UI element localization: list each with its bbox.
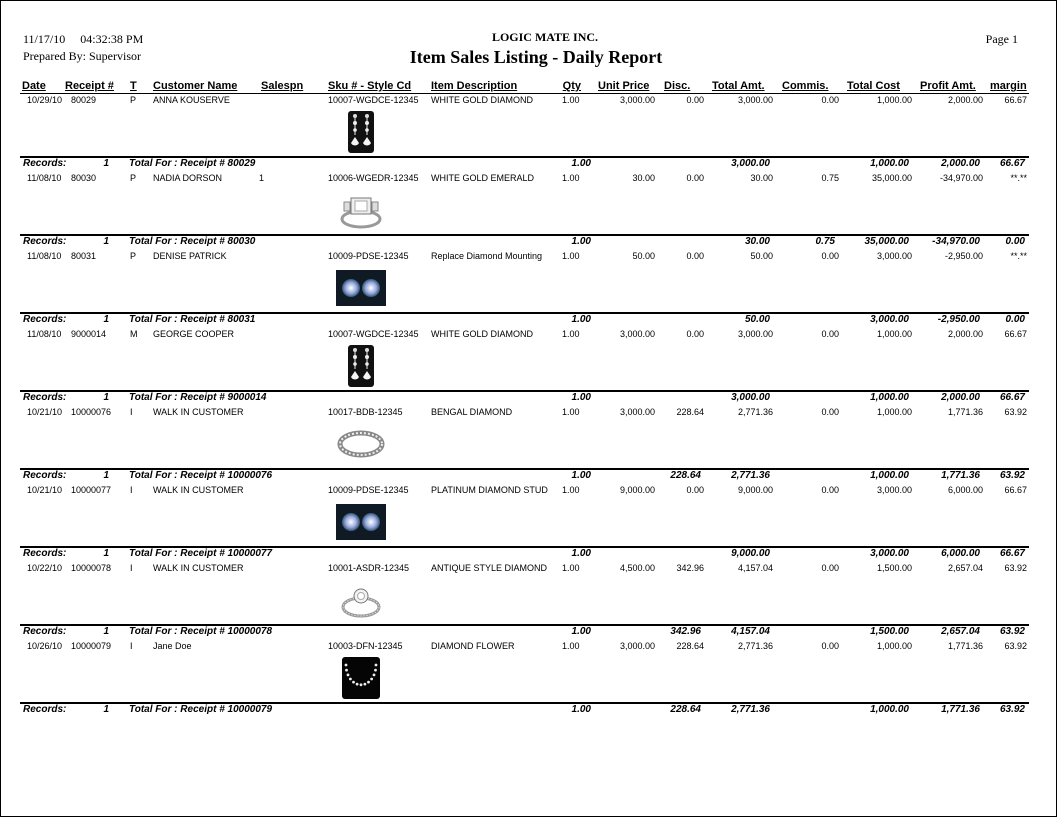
- item-margin: **.**: [1010, 251, 1027, 261]
- item-total-amt: 50.00: [750, 251, 773, 261]
- item-customer: GEORGE COOPER: [153, 329, 235, 339]
- item-total-amt: 30.00: [750, 173, 773, 183]
- total-profit: 1,771.36: [941, 704, 980, 715]
- item-customer: WALK IN CUSTOMER: [153, 407, 244, 417]
- item-total-cost: 1,000.00: [876, 407, 912, 417]
- total-qty: 1.00: [571, 626, 591, 637]
- item-commis: 0.00: [821, 329, 839, 339]
- ring-antique-icon: [336, 579, 386, 621]
- total-profit: 6,000.00: [941, 548, 980, 559]
- item-qty: 1.00: [562, 251, 580, 261]
- total-records-count: 1: [103, 236, 109, 247]
- item-type: I: [130, 641, 133, 651]
- report-datetime: [23, 32, 143, 47]
- item-qty: 1.00: [562, 563, 580, 573]
- total-records-label: Records:: [23, 158, 67, 169]
- item-type: M: [130, 329, 138, 339]
- item-total-amt: 9,000.00: [737, 485, 773, 495]
- total-receipt-label: Total For : Receipt # 80031: [129, 314, 256, 325]
- item-date: 10/22/10: [27, 563, 63, 573]
- item-disc: 0.00: [686, 329, 704, 339]
- total-total-cost: 1,000.00: [870, 704, 909, 715]
- item-total-cost: 3,000.00: [876, 485, 912, 495]
- item-sku: 10017-BDB-12345: [328, 407, 403, 417]
- header-rule: [20, 93, 1029, 94]
- item-margin: 63.92: [1004, 407, 1027, 417]
- item-unit-price: 3,000.00: [619, 407, 655, 417]
- total-qty: 1.00: [571, 314, 591, 325]
- item-disc: 0.00: [686, 251, 704, 261]
- total-records-label: Records:: [23, 236, 67, 247]
- item-customer: Jane Doe: [153, 641, 192, 651]
- record-separator: [20, 468, 1029, 470]
- total-receipt-label: Total For : Receipt # 10000078: [129, 626, 273, 637]
- col-header-disc: Disc.: [664, 80, 691, 92]
- item-receipt: 80030: [71, 173, 97, 183]
- item-sku: 10001-ASDR-12345: [328, 563, 410, 573]
- item-disc: 228.64: [676, 407, 704, 417]
- item-profit: 2,657.04: [947, 563, 983, 573]
- item-total-amt: 3,000.00: [737, 95, 773, 105]
- total-total-amt: 2,771.36: [731, 470, 770, 481]
- item-unit-price: 4,500.00: [619, 563, 655, 573]
- earrings-drop-icon: [336, 111, 386, 153]
- item-date: 11/08/10: [27, 251, 62, 261]
- item-unit-price: 3,000.00: [619, 641, 655, 651]
- total-records-count: 1: [103, 626, 109, 637]
- record-separator: [20, 546, 1029, 548]
- total-profit: 2,657.04: [941, 626, 980, 637]
- total-records-label: Records:: [23, 548, 67, 559]
- item-receipt: 80031: [71, 251, 97, 261]
- item-unit-price: 30.00: [632, 173, 655, 183]
- total-records-label: Records:: [23, 626, 67, 637]
- item-profit: 2,000.00: [947, 95, 983, 105]
- col-header-profit: Profit Amt.: [920, 80, 976, 92]
- total-records-count: 1: [103, 704, 109, 715]
- necklace-icon: [336, 657, 386, 699]
- record-separator: [20, 156, 1029, 158]
- total-profit: -2,950.00: [937, 314, 980, 325]
- item-commis: 0.00: [821, 641, 839, 651]
- total-records-count: 1: [103, 548, 109, 559]
- report-title: Item Sales Listing - Daily Report: [409, 47, 663, 67]
- record-separator: [20, 312, 1029, 314]
- total-margin: 66.67: [999, 548, 1025, 559]
- stud-earrings-icon: [336, 267, 386, 309]
- item-description: Replace Diamond Mounting: [431, 251, 543, 261]
- total-total-amt: 30.00: [744, 236, 770, 247]
- item-sku: 10003-DFN-12345: [328, 641, 403, 651]
- col-header-type: T: [130, 80, 137, 92]
- total-margin: 66.67: [999, 158, 1025, 169]
- item-date: 10/29/10: [27, 95, 63, 105]
- item-type: I: [130, 485, 133, 495]
- item-unit-price: 3,000.00: [619, 329, 655, 339]
- item-margin: **.**: [1010, 173, 1027, 183]
- item-description: ANTIQUE STYLE DIAMOND: [431, 563, 548, 573]
- bangle-icon: [336, 423, 386, 465]
- total-margin: 0.00: [1005, 314, 1025, 325]
- total-receipt-label: Total For : Receipt # 10000079: [129, 704, 273, 715]
- item-description: WHITE GOLD EMERALD: [431, 173, 535, 183]
- item-type: P: [130, 251, 137, 261]
- item-type: P: [130, 173, 137, 183]
- total-total-amt: 4,157.04: [731, 626, 770, 637]
- col-header-commis: Commis.: [782, 80, 829, 92]
- record-separator: [20, 702, 1029, 704]
- total-total-cost: 35,000.00: [864, 236, 909, 247]
- item-date: 11/08/10: [27, 173, 62, 183]
- item-margin: 66.67: [1004, 329, 1027, 339]
- item-receipt: 10000077: [71, 485, 112, 495]
- earrings-drop-icon: [336, 345, 386, 387]
- total-total-amt: 50.00: [744, 314, 770, 325]
- total-disc: 342.96: [670, 626, 701, 637]
- report-date: 11/17/10: [23, 32, 66, 46]
- item-commis: 0.75: [821, 173, 839, 183]
- item-total-cost: 1,500.00: [876, 563, 912, 573]
- col-header-margin: margin: [990, 80, 1027, 92]
- total-receipt-label: Total For : Receipt # 9000014: [129, 392, 267, 403]
- item-total-amt: 2,771.36: [737, 641, 773, 651]
- item-sku: 10006-WGEDR-12345: [328, 173, 419, 183]
- item-total-cost: 1,000.00: [876, 329, 912, 339]
- page-number: Page 1: [985, 32, 1018, 46]
- total-records-count: 1: [103, 392, 109, 403]
- item-total-cost: 3,000.00: [876, 251, 912, 261]
- item-date: 10/21/10: [27, 407, 63, 417]
- item-margin: 63.92: [1004, 563, 1027, 573]
- col-header-customer: Customer Name: [153, 80, 238, 92]
- item-customer: NADIA DORSON: [153, 173, 223, 183]
- item-profit: 6,000.00: [947, 485, 983, 495]
- total-profit: 1,771.36: [941, 470, 980, 481]
- item-profit: -2,950.00: [944, 251, 983, 261]
- item-total-cost: 35,000.00: [871, 173, 912, 183]
- prepared-by: Prepared By: Supervisor: [23, 49, 141, 63]
- total-total-cost: 3,000.00: [870, 548, 909, 559]
- item-customer: WALK IN CUSTOMER: [153, 485, 244, 495]
- record-separator: [20, 624, 1029, 626]
- item-disc: 0.00: [686, 485, 704, 495]
- item-customer: DENISE PATRICK: [153, 251, 227, 261]
- record-separator: [20, 234, 1029, 236]
- item-qty: 1.00: [562, 407, 580, 417]
- total-margin: 63.92: [999, 626, 1025, 637]
- total-total-cost: 1,500.00: [870, 626, 909, 637]
- total-margin: 66.67: [999, 392, 1025, 403]
- col-header-sku: Sku # - Style Cd: [328, 80, 412, 92]
- item-disc: 0.00: [686, 173, 704, 183]
- total-records-count: 1: [103, 158, 109, 169]
- item-sku: 10009-PDSE-12345: [328, 485, 409, 495]
- ring-emerald-icon: [336, 189, 386, 231]
- item-description: DIAMOND FLOWER: [431, 641, 515, 651]
- total-margin: 63.92: [999, 470, 1025, 481]
- item-commis: 0.00: [821, 563, 839, 573]
- item-total-amt: 4,157.04: [737, 563, 773, 573]
- item-qty: 1.00: [562, 95, 580, 105]
- item-description: BENGAL DIAMOND: [431, 407, 513, 417]
- item-commis: 0.00: [821, 251, 839, 261]
- item-salesperson: 1: [259, 173, 265, 183]
- col-header-total-cost: Total Cost: [847, 80, 900, 92]
- total-qty: 1.00: [571, 704, 591, 715]
- item-type: I: [130, 407, 133, 417]
- item-disc: 342.96: [676, 563, 704, 573]
- item-commis: 0.00: [821, 485, 839, 495]
- item-disc: 228.64: [676, 641, 704, 651]
- total-disc: 228.64: [670, 470, 701, 481]
- item-type: I: [130, 563, 133, 573]
- company-name: LOGIC MATE INC.: [491, 30, 599, 44]
- item-sku: 10007-WGDCE-12345: [328, 95, 419, 105]
- total-profit: 2,000.00: [941, 158, 980, 169]
- col-header-receipt: Receipt #: [65, 80, 114, 92]
- item-type: P: [130, 95, 137, 105]
- item-unit-price: 50.00: [632, 251, 655, 261]
- record-separator: [20, 390, 1029, 392]
- col-header-description: Item Description: [431, 80, 518, 92]
- item-qty: 1.00: [562, 173, 580, 183]
- item-description: WHITE GOLD DIAMOND: [431, 329, 534, 339]
- total-margin: 63.92: [999, 704, 1025, 715]
- item-date: 10/21/10: [27, 485, 63, 495]
- total-qty: 1.00: [571, 236, 591, 247]
- item-unit-price: 3,000.00: [619, 95, 655, 105]
- total-margin: 0.00: [1005, 236, 1025, 247]
- total-receipt-label: Total For : Receipt # 10000076: [129, 470, 273, 481]
- total-qty: 1.00: [571, 392, 591, 403]
- total-total-cost: 1,000.00: [870, 158, 909, 169]
- item-date: 10/26/10: [27, 641, 63, 651]
- item-profit: -34,970.00: [939, 173, 983, 183]
- item-qty: 1.00: [562, 485, 580, 495]
- item-qty: 1.00: [562, 641, 580, 651]
- total-receipt-label: Total For : Receipt # 10000077: [129, 548, 273, 559]
- item-description: WHITE GOLD DIAMOND: [431, 95, 534, 105]
- item-description: PLATINUM DIAMOND STUD: [431, 485, 548, 495]
- item-customer: ANNA KOUSERVE: [153, 95, 230, 105]
- total-records-count: 1: [103, 470, 109, 481]
- item-receipt: 10000079: [71, 641, 112, 651]
- item-disc: 0.00: [686, 95, 704, 105]
- col-header-salesperson: Salespn: [261, 80, 304, 92]
- total-records-count: 1: [103, 314, 109, 325]
- item-total-amt: 3,000.00: [737, 329, 773, 339]
- total-profit: 2,000.00: [941, 392, 980, 403]
- item-profit: 1,771.36: [947, 641, 983, 651]
- item-unit-price: 9,000.00: [619, 485, 655, 495]
- item-margin: 63.92: [1004, 641, 1027, 651]
- total-qty: 1.00: [571, 470, 591, 481]
- col-header-total-amt: Total Amt.: [712, 80, 765, 92]
- col-header-date: Date: [22, 80, 46, 92]
- total-total-amt: 3,000.00: [731, 158, 770, 169]
- item-commis: 0.00: [821, 407, 839, 417]
- total-total-amt: 3,000.00: [731, 392, 770, 403]
- item-total-cost: 1,000.00: [876, 95, 912, 105]
- col-header-qty: Qty: [562, 80, 581, 92]
- item-profit: 2,000.00: [947, 329, 983, 339]
- item-qty: 1.00: [562, 329, 580, 339]
- item-total-amt: 2,771.36: [737, 407, 773, 417]
- item-customer: WALK IN CUSTOMER: [153, 563, 244, 573]
- report-time: 04:32:38 PM: [80, 32, 144, 46]
- item-sku: 10009-PDSE-12345: [328, 251, 409, 261]
- item-sku: 10007-WGDCE-12345: [328, 329, 419, 339]
- total-total-cost: 3,000.00: [870, 314, 909, 325]
- total-receipt-label: Total For : Receipt # 80029: [129, 158, 256, 169]
- total-records-label: Records:: [23, 314, 67, 325]
- total-commis: 0.75: [815, 236, 835, 247]
- item-receipt: 10000076: [71, 407, 112, 417]
- total-disc: 228.64: [670, 704, 701, 715]
- item-receipt: 9000014: [71, 329, 107, 339]
- total-total-cost: 1,000.00: [870, 470, 909, 481]
- stud-earrings-icon: [336, 501, 386, 543]
- total-records-label: Records:: [23, 470, 67, 481]
- total-total-amt: 2,771.36: [731, 704, 770, 715]
- total-records-label: Records:: [23, 392, 67, 403]
- total-receipt-label: Total For : Receipt # 80030: [129, 236, 256, 247]
- item-margin: 66.67: [1004, 485, 1027, 495]
- item-profit: 1,771.36: [947, 407, 983, 417]
- total-total-cost: 1,000.00: [870, 392, 909, 403]
- item-margin: 66.67: [1004, 95, 1027, 105]
- item-date: 11/08/10: [27, 329, 62, 339]
- total-profit: -34,970.00: [932, 236, 980, 247]
- total-qty: 1.00: [571, 548, 591, 559]
- item-commis: 0.00: [821, 95, 839, 105]
- total-qty: 1.00: [571, 158, 591, 169]
- total-total-amt: 9,000.00: [731, 548, 770, 559]
- col-header-unit-price: Unit Price: [598, 80, 650, 92]
- item-total-cost: 1,000.00: [876, 641, 912, 651]
- total-records-label: Records:: [23, 704, 67, 715]
- item-receipt: 80029: [71, 95, 97, 105]
- item-receipt: 10000078: [71, 563, 112, 573]
